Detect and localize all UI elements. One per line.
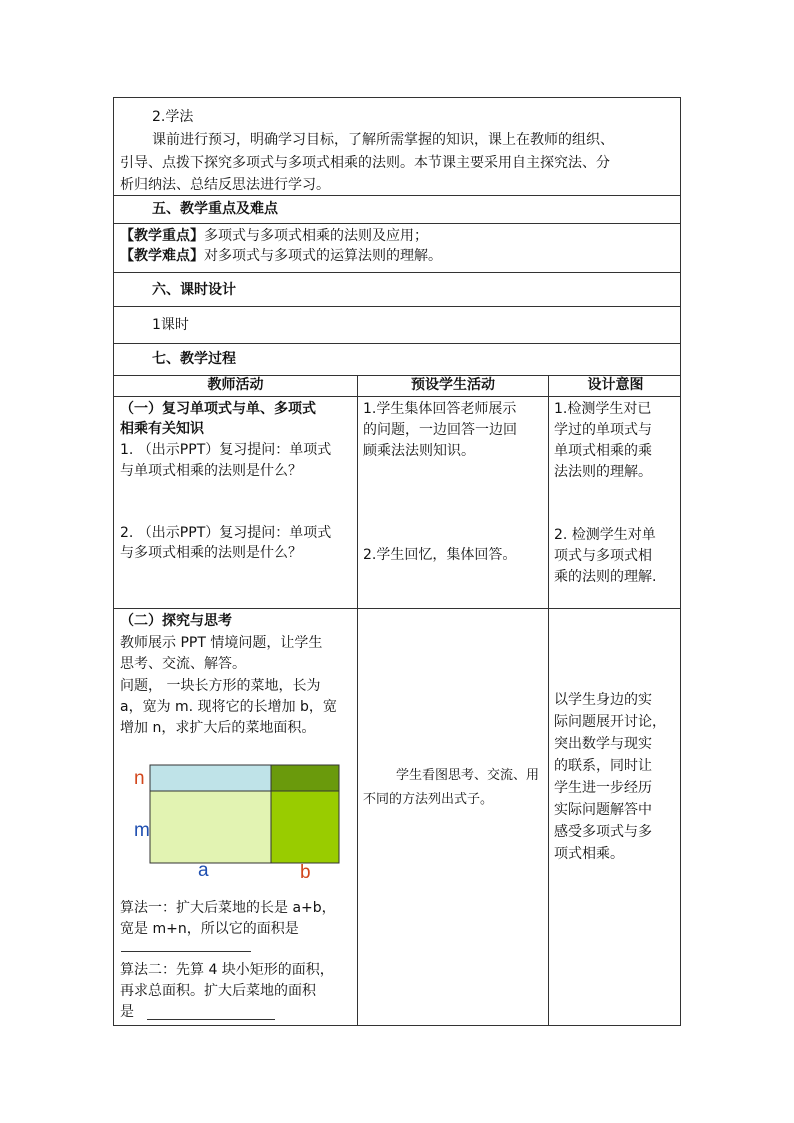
design-intent-1: 法法则的理解。 xyxy=(554,464,652,480)
part1-title: 相乘有关知识 xyxy=(120,421,204,437)
algorithm-2: 再求总面积。扩大后菜地的面积 xyxy=(120,983,316,999)
problem-text: a，宽为 m. 现将它的长增加 b，宽 xyxy=(120,699,337,715)
question-2: 与多项式相乘的法则是什么？ xyxy=(120,545,302,561)
student-activity-2: 2.学生回忆，集体回答。 xyxy=(363,547,517,563)
question-1: 1. （出示PPT）复习提问：单项式 xyxy=(120,442,332,458)
figure-rect-bottom-right xyxy=(271,791,339,863)
study-method-line: 析归纳法、总结反思法进行学习。 xyxy=(120,177,330,193)
design-intent-1: 1.检测学生对已 xyxy=(554,401,652,417)
design-intent-3: 际问题展开讨论， xyxy=(554,714,666,730)
student-activity-3: 学生看图思考、交流、用 xyxy=(396,768,540,783)
study-method-heading: 2.学法 xyxy=(152,109,194,125)
student-activity-1: 顾乘法法则知识。 xyxy=(363,443,475,459)
difficulty-text: 对多项式与多项式的运算法则的理解。 xyxy=(204,248,442,264)
row-divider xyxy=(114,343,680,344)
design-intent-3: 的联系，同时让 xyxy=(554,758,652,774)
study-method-line: 引导、点拨下探究多项式与多项式相乘的法则。本节课主要采用自主探究法、分 xyxy=(120,155,610,171)
design-intent-2: 项式与多项式相 xyxy=(554,548,652,564)
problem-text: 教师展示 PPT 情境问题，让学生 xyxy=(120,635,323,651)
design-intent-3: 以学生身边的实 xyxy=(554,692,652,708)
problem-text: 问题， 一块长方形的菜地，长为 xyxy=(120,678,321,694)
figure-rect-top-right xyxy=(271,765,339,791)
class-hours: 1课时 xyxy=(152,317,189,333)
key-point-line xyxy=(120,226,428,247)
section5-heading: 五、教学重点及难点 xyxy=(152,201,278,217)
study-method-line: 课前进行预习，明确学习目标，了解所需掌握的知识，课上在教师的组织、 xyxy=(152,132,614,148)
row-divider xyxy=(114,396,680,397)
part2-title: （二）探究与思考 xyxy=(120,613,232,629)
answer-blank-1 xyxy=(121,951,251,952)
key-point-label: 【教学重点】 xyxy=(120,228,204,244)
student-activity-1: 1.学生集体回答老师展示 xyxy=(363,401,517,417)
figure-label-a: a xyxy=(198,860,209,881)
figure-label-n: n xyxy=(134,768,145,789)
design-intent-3: 项式相乘。 xyxy=(554,846,624,862)
algorithm-1: 宽是 m+n，所以它的面积是 xyxy=(120,921,299,937)
question-1: 与单项式相乘的法则是什么？ xyxy=(120,463,302,479)
header-design-intent: 设计意图 xyxy=(587,377,644,393)
design-intent-2: 2. 检测学生对单 xyxy=(554,527,656,543)
row-divider xyxy=(114,306,680,307)
design-intent-3: 感受多项式与多 xyxy=(554,824,652,840)
answer-blank-2 xyxy=(147,1019,275,1020)
problem-text: 增加 n，求扩大后的菜地面积。 xyxy=(120,720,316,736)
garden-area-figure xyxy=(114,753,354,883)
design-intent-3: 实际问题解答中 xyxy=(554,802,652,818)
figure-rect-top-left xyxy=(150,765,271,791)
header-teacher-activity: 教师活动 xyxy=(207,377,264,393)
section7-heading: 七、教学过程 xyxy=(152,351,236,367)
student-activity-3: 不同的方法列出式子。 xyxy=(363,792,494,807)
difficulty-label: 【教学难点】 xyxy=(120,248,204,264)
figure-rect-bottom-left xyxy=(150,791,271,863)
question-2: 2. （出示PPT）复习提问：单项式 xyxy=(120,525,332,541)
algorithm-2: 算法二：先算 4 块小矩形的面积， xyxy=(120,962,334,978)
design-intent-2: 乘的法则的理解. xyxy=(554,569,657,585)
row-divider xyxy=(114,608,680,609)
header-student-activity: 预设学生活动 xyxy=(411,377,495,393)
algorithm-2: 是 xyxy=(120,1004,134,1020)
design-intent-3: 突出数学与现实 xyxy=(554,736,652,752)
design-intent-1: 单项式相乘的乘 xyxy=(554,443,652,459)
figure-label-m: m xyxy=(134,820,150,841)
student-activity-1: 的问题，一边回答一边回 xyxy=(363,422,517,438)
difficulty-line xyxy=(120,246,442,267)
design-intent-1: 学过的单项式与 xyxy=(554,422,652,438)
section6-heading: 六、课时设计 xyxy=(152,282,236,298)
lesson-plan-table xyxy=(113,97,681,1026)
key-point-text: 多项式与多项式相乘的法则及应用； xyxy=(204,228,428,244)
design-intent-3: 学生进一步经历 xyxy=(554,780,652,796)
row-divider xyxy=(114,272,680,273)
algorithm-1: 算法一：扩大后菜地的长是 a+b， xyxy=(120,900,336,916)
column-divider xyxy=(357,375,358,1026)
row-divider xyxy=(114,223,680,224)
figure-label-b: b xyxy=(300,862,311,883)
problem-text: 思考、交流、解答。 xyxy=(120,656,246,672)
part1-title: （一）复习单项式与单、多项式 xyxy=(120,401,316,417)
column-divider xyxy=(548,375,549,1026)
